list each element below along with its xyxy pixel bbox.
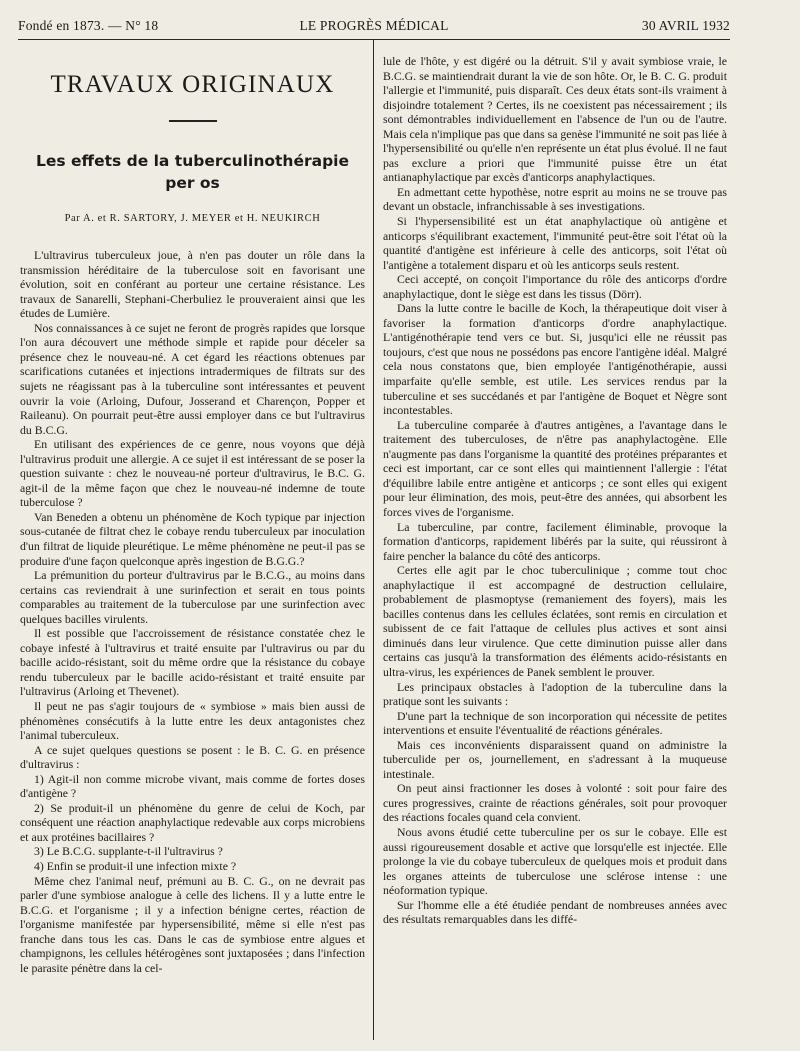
paragraph: Même chez l'animal neuf, prémuni au B. C. G., on ne devrait pas parler d'une symbiose analogue à celle des lichens. Il y a lutte entre le B.C.G. et l'organisme ; il y a infection bénigne certes, réaction de l'organisme manifestée par hypersensibilité, même si elle n'est pas franche dans tous les cas. Dans le cas de symbiose entre algues et champignons, les cellules hétérogènes sont juxtaposées ; dans l'infection le parasite pénètre dans la cel- (20, 873, 365, 975)
header-rule (18, 39, 730, 40)
paragraph: Dans la lutte contre le bacille de Koch, la thérapeutique doit viser à favoriser la formation d'anticorps d'ordre anaphylactique. L'antigénothérapie tend vers ce but. Si, jusqu'ici elle ne réussit pas toujours, c'est que nous ne possédons pas encore l'antigène idéal. Malgré cela nous constatons que, bien employée l'antigénothérapie, aussi imparfaite qu'elle semble, est utile. Les services rendus par la tuberculine et ses succédanés et par l'antigène de Boquet et Nègre sont incontestables. (383, 301, 727, 418)
journal-name: LE PROGRÈS MÉDICAL (299, 18, 449, 33)
article-title-line-1: Les effets de la tuberculinothérapie (35, 151, 349, 170)
issue-date: 30 AVRIL 1932 (641, 18, 730, 33)
left-column (20, 56, 365, 975)
column-divider (373, 40, 374, 1040)
question-item: 4) Enfin se produit-il une infection mixte ? (34, 859, 237, 874)
question-item: 3) Le B.C.G. supplante-t-il l'ultravirus ? (34, 844, 223, 859)
paragraph: Nous avons étudié cette tuberculine per os sur le cobaye. Elle est aussi rigoureusement dosable et active que lorsqu'elle est injectée. Elle prolonge la vie du cobaye tuberculeux de quelques mois et produit dans les organes atteints de tuberculose une sclérose intense : une néoformation typique. (383, 824, 727, 898)
paragraph: Certes elle agit par le choc tuberculinique ; comme tout choc anaphylactique il est accompagné de destruction cellulaire, probablement de plasmoptyse (remaniement des foyers), mais les bacilles contenus dans les cellules éclatées, sont remis en circulation et subissent de ce fait l'attaque de cellules plus actives et sont ainsi diminués dans leur virulence. Que cette diminution puisse aller dans certains cas jusqu'à la transformation des éléments acido-résistants en ultra-virus, les expériences de Panek semblent le prouver. (383, 563, 727, 679)
paragraph: La tuberculine comparée à d'autres antigènes, a l'avantage dans le traitement des tuberculoses, de n'être pas anaphylactogène. Elle n'augmente pas dans l'organisme la quantité des protéines préparantes et ceci est important, car ce sont elles qui maintiennent l'allergie : l'état d'équilibre labile entre antigène et anticorps ; ce sont elles qui exigent pour leur élimination, des mois, peut-être des années, qui absorbent les forces vives de l'organisme. (383, 417, 727, 519)
paragraph: Ceci accepté, on conçoit l'importance du rôle des anticorps d'ordre anaphylactique, dont le siège est dans les tissus (Dörr). (383, 272, 727, 301)
paragraph: Van Beneden a obtenu un phénomène de Koch typique par injection sous-cutanée de filtrat chez le cobaye rendu tuberculeux par inoculation d'un filtrat de liquide pleurétique. Le même phénomène ne peut-il pas se produire d'une façon quelconque après ingestion de B.G.G.? (20, 509, 365, 568)
journal-founding-issue: Fondé en 1873. — N° 18 (18, 18, 159, 33)
question-item: 1) Agit-il non comme microbe vivant, mais comme de fortes doses d'antigène ? (20, 771, 365, 801)
paragraph: On peut ainsi fractionner les doses à volonté : soit pour faire des cures progressives, crainte de réactions générales, soit pour provoquer des réactions focales quand cela convient. (383, 781, 727, 825)
right-column (383, 54, 727, 927)
paragraph: Il peut ne pas s'agir toujours de « symbiose » mais bien aussi de phénomènes consécutifs à la lutte entre les deux antagonistes chez l'animal tuberculeux. (20, 699, 365, 743)
paragraph: lule de l'hôte, y est digéré ou la détruit. S'il y avait symbiose vraie, le B.C.G. se maintiendrait durant la vie de son hôte. Or, le B. C. G. produit l'allergie et l'immunité, puis disparaît. Ces deux états sont-ils vraiment à disjoindre totalement ? Certes, ils ne coexistent pas nécessairement ; ils sont démontrables individuellement en l'absence de l'un ou de l'autre. Mais cela n'implique pas que dans sa genèse l'immunité ne soit pas liée à l'hypersensibilité ou qu'elle n'en représente un état plus évolué. Il ne faut pas exclure a priori que l'immunité puisse être un état antianaphylactique par excès d'anticorps anaphylactiques. (383, 54, 727, 185)
paragraph: Mais ces inconvénients disparaissent quand on administre la tuberculide per os, journellement, en s'adressant à la muqueuse intestinale. (383, 737, 727, 781)
paragraph: D'une part la technique de son incorporation qui nécessite de petites interventions et ensuite l'éventualité de réactions générales. (383, 708, 727, 738)
article-title-line-2: per os (165, 173, 220, 192)
section-title: TRAVAUX ORIGINAUX (50, 71, 335, 98)
paragraph: L'ultravirus tuberculeux joue, à n'en pas douter un rôle dans la transmission héréditaire de la tuberculose soit en favorisant une évolution, soit en conférant au porteur une certaine résistance. Les travaux de Sanarelli, Stephani-Cherbuliez le prouveraient ainsi que les études de Lumière. (20, 248, 365, 321)
paragraph: Les principaux obstacles à l'adoption de la tuberculine dans la pratique sont les suivants : (383, 679, 727, 709)
paragraph: La tuberculine, par contre, facilement éliminable, provoque la formation d'anticorps, rapidement libérés par la suite, qui réussiront à faire pencher la balance du côté des anticorps. (383, 519, 727, 563)
paragraph: A ce sujet quelques questions se posent : le B. C. G. en présence d'ultravirus : (20, 742, 365, 772)
question-item: 2) Se produit-il un phénomène du genre de celui de Koch, par conséquent une réaction anaphylactique redevable aux corps microbiens et aux protéines bacillaires ? (20, 800, 365, 844)
byline: Par A. et R. SARTORY, J. MEYER et H. NEUKIRCH (64, 212, 321, 224)
article-title (20, 150, 365, 194)
paragraph: La prémunition du porteur d'ultravirus par le B.C.G., au moins dans certains cas reviendrait à une surinfection et serait en tous points comparables au traitement de la tuberculose par une surinfection avec quelques bacilles virulents. (20, 568, 365, 626)
paragraph: Si l'hypersensibilité est un état anaphylactique où antigène et anticorps s'équilibrant exactement, l'immunité peut-être soit l'état où la quantité d'antigène est inférieure à celle des anticorps, soit l'état où l'antigène a totalement disparu et où les anticorps seuls restent. (383, 214, 727, 272)
paragraph: En admettant cette hypothèse, notre esprit au moins ne se trouve pas devant un obstacle, infranchissable à ses investigations. (383, 184, 727, 214)
paragraph: En utilisant des expériences de ce genre, nous voyons que déjà l'ultravirus produit une allergie. A ce sujet il est intéressant de se poser la question suivante : chez le nouveau-né porteur d'ultravirus, le B.C. G. agit-il de la même façon que chez le nouveau-né indemne de toute tuberculose ? (20, 437, 365, 510)
paragraph: Il est possible que l'accroissement de résistance constatée chez le cobaye infesté à l'ultravirus et traité ensuite par l'ultravirus ou par du bacille acido-résistant, soit du même ordre que la résistance du cobaye rendu tuberculeux par le bacille acido-résistant et traité ensuite par l'ultravirus (Arloing et Thevenet). (20, 626, 365, 699)
running-head (18, 18, 730, 38)
paragraph: Sur l'homme elle a été étudiée pendant de nombreuses années avec des résultats remarquables dans les diffé- (383, 897, 727, 927)
paragraph: Nos connaissances à ce sujet ne feront de progrès rapides que lorsque l'on aura découvert une méthode simple et rapide pour déceler sa présence chez le nouveau-né. A cet égard les réactions obtenues par scarifications cutanées et injections intradermiques de filtrats sur des sujets ne réagissant pas à la tuberculine sont intéressantes et peuvent ouvrir la voie (Arloing, Dufour, Josserand et Charençon, Popper et Raileanu). On pourrait peut-être aussi employer dans ce but l'ultravirus du B.C.G. (20, 320, 365, 437)
title-divider (169, 120, 217, 122)
